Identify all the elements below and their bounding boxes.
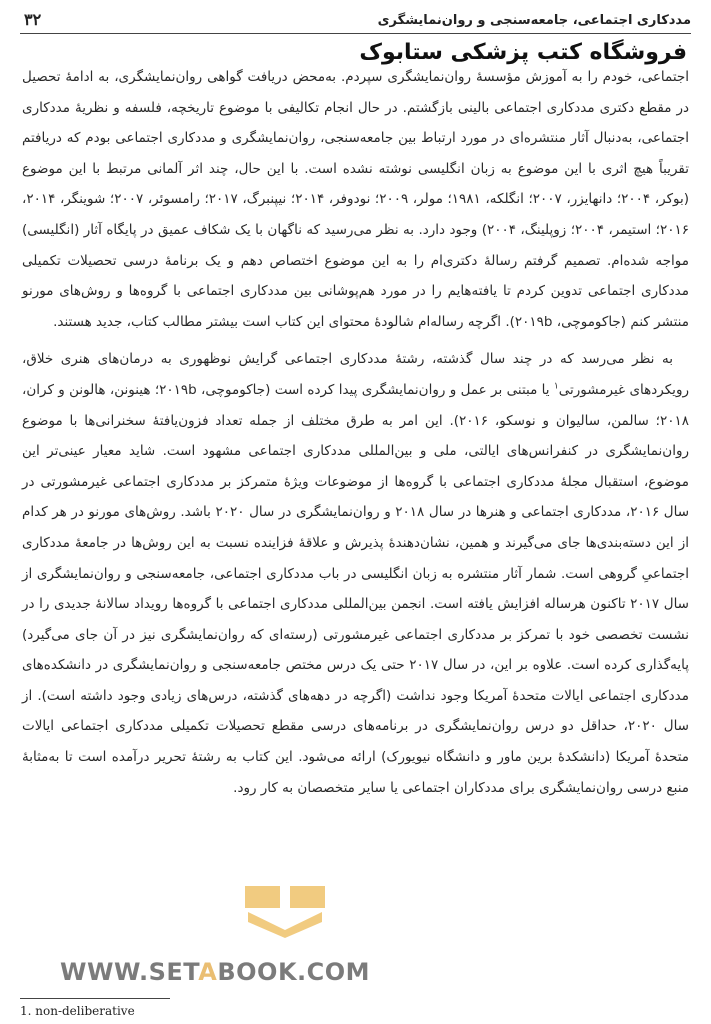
book-logo-icon xyxy=(240,878,330,938)
paragraph-2-part-2: یا مبتنی بر عمل و روان‌نمایشگری پیدا کرده است (جاکوموچی، ۲۰۱۹b؛ هینونن، هالونن و کران، ۲۰۱۸؛ سالمن، سالیوان و نوسکو، ۲۰۱۶). این امر به طرق مختلف از جمله تعداد فزون‌یافتهٔ سخنرانی‌ها با موضوع روان‌نمایشگری در کنفرانس‌های ایالتی، ملی و بین‌المللی مددکاری اجتماعی مشهود است. شاید معیار عینی‌تر این موضوع، استقبال مجلهٔ مددکاری اجتماعی با گروه‌ها از موضوعات ویژهٔ متمرکز بر مددکاری اجتماعی غیرمشورتی در سال ۲۰۱۶، مددکاری اجتماعی و هنرها در سال ۲۰۱۸ و روان‌نمایشگری در سال ۲۰۲۰ باشد. روش‌های مورنو در هر کدام از این دسته‌بندی‌ها جای می‌گیرند و همین، نشان‌دهندهٔ پذیرش و علاقهٔ فزاینده نسبت به این روش‌ها در جامعهٔ مددکاری اجتماعیِ گروهی است. شمار آثار منتشره به زبان انگلیسی در باب مددکاری اجتماعی، جامعه‌سنجی و روان‌نمایشگری از سال ۲۰۱۷ تاکنون هرساله افزایش یافته است. انجمن بین‌المللی مددکاری اجتماعی با گروه‌ها رویداد سالانهٔ جدیدی را در نشست تخصصی خود با تمرکز بر مددکاری اجتماعی غیرمشورتی (رسته‌ای که روان‌نمایشگری نیز در آن جای می‌گیرد) پایه‌گذاری کرده است. علاوه بر این، در سال ۲۰۱۷ حتی یک درس مختص جامعه‌سنجی و روان‌نمایشگری در دانشکده‌های مددکاری اجتماعی ایالات متحدهٔ آمریکا وجود نداشت (اگرچه در دهه‌های گذشته، درس‌های زیادی وجود داشته است). از سال ۲۰۲۰، حداقل دو درس روان‌نمایشگری در برنامه‌های درسی مقطع تحصیلات تکمیلی مددکاری اجتماعی ایالات متحدهٔ آمریکا (دانشکدهٔ برین ماور و دانشگاه نیویورک) ارائه می‌شود. این کتاب به رشتهٔ تحریر درآمده است تا به‌مثابهٔ منبع درسی روان‌نمایشگری برای مددکاران اجتماعی یا سایر متخصصان به کار رود. xyxy=(22,381,690,796)
footnote-divider xyxy=(20,998,170,999)
body-text xyxy=(22,62,689,803)
store-banner: فروشگاه کتب پزشکی ستابوک xyxy=(355,40,691,65)
running-header xyxy=(20,8,691,32)
running-title: مددکاری اجتماعی، جامعه‌سنجی و روان‌نمایشگری xyxy=(377,12,691,28)
paragraph-2-part-1: به نظر می‌رسد که در چند سال گذشته، رشتهٔ مددکاری اجتماعی گرایش نوظهوری به درمان‌های هنری خلاق، رویکردهای غیرمشورتی xyxy=(22,351,689,398)
page-number: ۳۲ xyxy=(24,10,42,29)
watermark xyxy=(60,878,371,1008)
footnote-reference[interactable]: ۱ xyxy=(553,381,559,392)
header-divider xyxy=(20,33,691,34)
paragraph-2 xyxy=(22,344,689,803)
paragraph-1: اجتماعی، خودم را به آموزش مؤسسهٔ روان‌نمایشگری سپردم. به‌محض دریافت گواهی روان‌نمایشگری، به ادامهٔ تحصیل در مقطع دکتری مددکاری اجتماعی بالینی بازگشتم. در حال انجام تکالیفی با موضوع تاریخچه، فلسفه و نظریهٔ مددکاری اجتماعی، به‌دنبال آثار منتشره‌ای در مورد ارتباط بین جامعه‌سنجی، روان‌نمایشگری و مددکاری اجتماعی بودم که دریافتم تقریباً هیچ اثری با این موضوع به زبان انگلیسی نوشته نشده است. با این حال، چند اثر آلمانی مرتبط با این موضوع (بوکر، ۲۰۰۴؛ دانهایزر، ۲۰۰۷؛ انگلکه، ۱۹۸۱؛ مولر، ۲۰۰۹؛ نودوفر، ۲۰۱۴؛ نیپنبرگ، ۲۰۱۷؛ رامسوئر، ۲۰۰۷؛ شوینگر، ۲۰۱۴، ۲۰۱۶؛ استیمر، ۲۰۰۴؛ زوپلینگ، ۲۰۰۴) وجود دارد. به نظر می‌رسید که ناگهان با یک شکاف عمیق در پایگاه آثار (انگلیسی) مواجه شده‌ام. تصمیم گرفتم رسالهٔ دکتری‌ام را به این موضوع اختصاص دهم و یک برنامهٔ درسی تحصیلات تکمیلی مددکاری اجتماعی تدوین کردم تا یافته‌هایم را در مورد هم‌پوشانی بین مددکاری اجتماعی با گروه‌ها و روش‌های مورنو منتشر کنم (جاکوموچی، ۲۰۱۹b). اگرچه رساله‌ام شالودهٔ محتوای این کتاب است بیشتر مطالب کتاب، جدید هستند. xyxy=(22,69,689,330)
watermark-site-url: WWW.SETABOOK.COM xyxy=(60,958,371,986)
footnote: 1. non-deliberative xyxy=(20,1004,135,1018)
